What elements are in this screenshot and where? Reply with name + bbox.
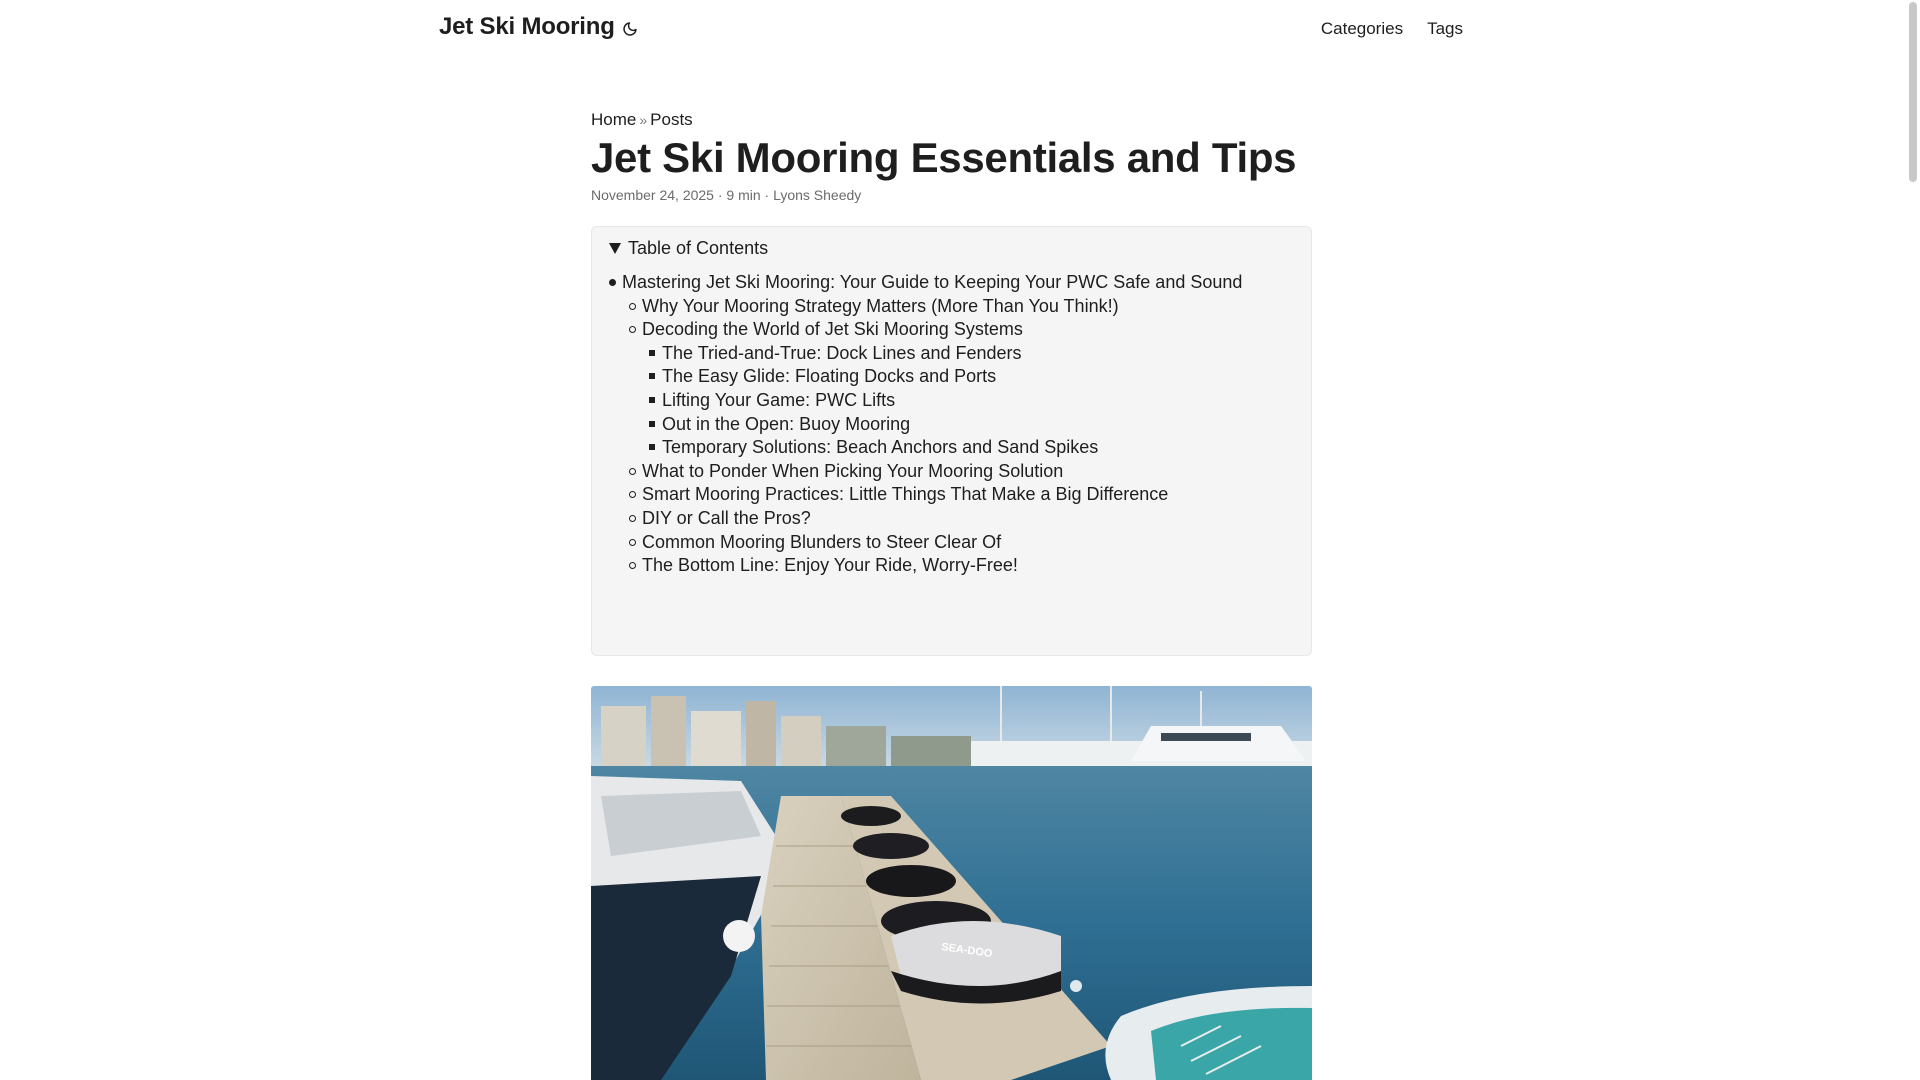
- nav-link-tags[interactable]: Tags: [1427, 19, 1463, 38]
- toc-link[interactable]: Why Your Mooring Strategy Matters (More Than You Think!): [642, 295, 1119, 316]
- toc-bullet-icon: [629, 539, 636, 546]
- toc-bullet-icon: [629, 562, 636, 569]
- toc-bullet-icon: [649, 421, 655, 427]
- breadcrumb-separator: »: [639, 112, 648, 128]
- toc-bullet-icon: [629, 303, 636, 310]
- toc-link[interactable]: The Bottom Line: Enjoy Your Ride, Worry-Free!: [642, 555, 1018, 576]
- nav-link-categories[interactable]: Categories: [1320, 19, 1404, 38]
- breadcrumb-posts-link[interactable]: Posts: [650, 110, 693, 129]
- toc-toggle[interactable]: [609, 238, 768, 259]
- toc-link[interactable]: Decoding the World of Jet Ski Mooring Systems: [642, 319, 1023, 340]
- cover-image: [591, 686, 1312, 1080]
- toc-bullet-icon: [649, 350, 655, 356]
- post-title: Jet Ski Mooring Essentials and Tips: [591, 134, 1297, 181]
- toc-bullet-icon: [609, 279, 616, 286]
- toc-link[interactable]: DIY or Call the Pros?: [642, 508, 811, 528]
- site-logo-link[interactable]: Jet Ski Mooring: [439, 13, 615, 40]
- toc-link[interactable]: Common Mooring Blunders to Steer Clear Of: [642, 531, 1002, 552]
- toc-bullet-icon: [649, 397, 655, 403]
- vertical-scrollbar[interactable]: [1906, 0, 1920, 1080]
- main-nav: [1321, 19, 1463, 39]
- toc-summary-label: Table of Contents: [628, 238, 769, 258]
- toc-link[interactable]: Out in the Open: Buoy Mooring: [662, 413, 911, 434]
- post-meta: November 24, 2025 · 9 min · Lyons Sheedy: [591, 187, 862, 203]
- moon-icon[interactable]: [620, 19, 640, 39]
- toc-bullet-icon: [629, 515, 636, 522]
- toc-bullet-icon: [629, 491, 636, 498]
- toc-bullet-icon: [629, 326, 636, 333]
- site-header: [0, 0, 1906, 60]
- toc-link[interactable]: Temporary Solutions: Beach Anchors and Sand Spikes: [662, 437, 1099, 458]
- toc-bullet-icon: [629, 468, 636, 475]
- scrollbar-thumb[interactable]: [1909, 2, 1917, 182]
- cover-hull-text: SEA-DOO: [940, 941, 994, 961]
- triangle-down-icon: [609, 243, 621, 254]
- toc-link[interactable]: The Easy Glide: Floating Docks and Ports: [662, 366, 997, 387]
- toc-bullet-icon: [649, 373, 655, 379]
- toc-link[interactable]: Lifting Your Game: PWC Lifts: [662, 390, 896, 410]
- breadcrumb-home-link[interactable]: Home: [591, 110, 637, 129]
- toc-link[interactable]: Smart Mooring Practices: Little Things That Make a Big Difference: [642, 484, 1169, 505]
- toc-link[interactable]: What to Ponder When Picking Your Mooring Solution: [642, 460, 1064, 481]
- breadcrumb: [591, 110, 693, 130]
- toc-bullet-icon: [649, 444, 655, 450]
- toc-link[interactable]: Mastering Jet Ski Mooring: Your Guide to Keeping Your PWC Safe and Sound: [622, 272, 1243, 292]
- table-of-contents: [591, 226, 1312, 656]
- toc-link[interactable]: The Tried-and-True: Dock Lines and Fenders: [662, 342, 1022, 363]
